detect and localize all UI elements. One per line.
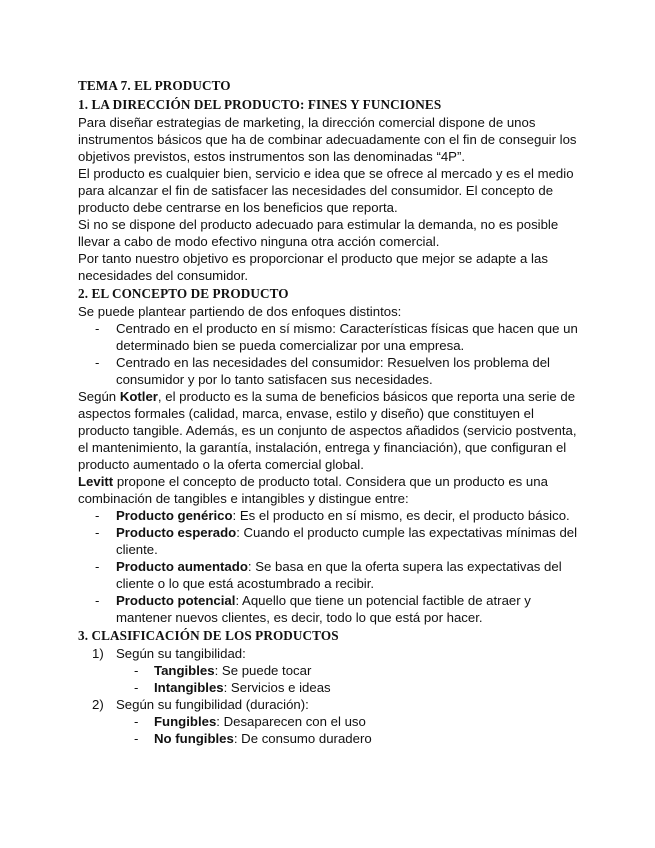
kotler-paragraph bbox=[78, 388, 578, 473]
term-desc: : Aquello que tiene un potencial factible de atraer y mantener nuevos clientes, es decir, todo lo que está por hacer. bbox=[116, 593, 531, 625]
author-name: Kotler bbox=[119, 389, 158, 404]
list-item bbox=[78, 730, 578, 747]
term-desc: : Se basa en que la oferta supera las expectativas del cliente o lo que está acostumbrado a recibir. bbox=[116, 559, 562, 591]
product-levels-list bbox=[78, 507, 578, 626]
list-item bbox=[78, 713, 578, 730]
list-item: - Centrado en el producto en sí mismo: Características físicas que hacen que un determinado bien se pueda comercializar por una empresa. bbox=[78, 320, 578, 354]
approach-list bbox=[78, 320, 578, 388]
sub-list bbox=[78, 662, 578, 696]
classification-list bbox=[78, 645, 578, 662]
list-item bbox=[78, 592, 578, 626]
term: Producto aumentado bbox=[116, 559, 248, 574]
text-span: propone el concepto de producto total. Considera que un producto es una combinación de tangibles e intangibles y distingue entre: bbox=[78, 474, 548, 506]
list-item bbox=[78, 558, 578, 592]
list-item bbox=[78, 679, 578, 696]
paragraph: Si no se dispone del producto adecuado para estimular la demanda, no es posible llevar a cabo de modo efectivo ninguna otra acción comercial. bbox=[78, 217, 559, 249]
list-number: 1) bbox=[92, 646, 104, 661]
term: Producto esperado bbox=[116, 525, 237, 540]
section-1-heading: 1. LA DIRECCIÓN DEL PRODUCTO: FINES Y FUNCIONES bbox=[78, 97, 442, 112]
term-desc: : Es el producto en sí mismo, es decir, el producto básico. bbox=[232, 508, 570, 523]
term: Intangibles bbox=[154, 680, 224, 695]
term-desc: : De consumo duradero bbox=[233, 731, 372, 746]
classification-list bbox=[78, 696, 578, 713]
text-span: , el producto es la suma de beneficios básicos que reporta una serie de aspectos formales (calidad, marca, envase, estilo y diseño) que constituyen el producto tangible. Además, es un conjunto de aspectos añadidos (servicio postventa, el mantenimiento, la garantía, instalación, entrega y financiación), que configuran el producto aumentado o la oferta comercial global. bbox=[78, 389, 577, 472]
section-2-heading: 2. EL CONCEPTO DE PRODUCTO bbox=[78, 286, 289, 301]
term: Fungibles bbox=[154, 714, 217, 729]
paragraph: Por tanto nuestro objetivo es proporcionar el producto que mejor se adapte a las necesidades del consumidor. bbox=[78, 251, 548, 283]
section-3-heading: 3. CLASIFICACIÓN DE LOS PRODUCTOS bbox=[78, 628, 339, 643]
list-item bbox=[78, 524, 578, 558]
list-item bbox=[78, 662, 578, 679]
document-title: TEMA 7. EL PRODUCTO bbox=[78, 78, 231, 93]
term: Producto genérico bbox=[116, 508, 233, 523]
levitt-paragraph bbox=[78, 473, 578, 507]
term-desc: : Desaparecen con el uso bbox=[216, 714, 366, 729]
term: Producto potencial bbox=[116, 593, 236, 608]
group-label: Según su tangibilidad: bbox=[116, 646, 246, 661]
paragraph: El producto es cualquier bien, servicio e idea que se ofrece al mercado y es el medio para alcanzar el fin de satisfacer las necesidades del consumidor. El concepto de producto debe centrarse en los beneficios que reporta. bbox=[78, 166, 574, 215]
paragraph: Para diseñar estrategias de marketing, la dirección comercial dispone de unos instrumentos básicos que ha de combinar adecuadamente con el fin de conseguir los objetivos previstos, estos instrumentos son las denominadas “4P”. bbox=[78, 115, 577, 164]
term-desc: : Servicios e ideas bbox=[223, 680, 331, 695]
text-span: Según bbox=[78, 389, 120, 404]
sub-list bbox=[78, 713, 578, 747]
term: Tangibles bbox=[154, 663, 215, 678]
term-desc: : Cuando el producto cumple las expectativas mínimas del cliente. bbox=[116, 525, 578, 557]
document-page bbox=[78, 76, 578, 747]
list-item bbox=[78, 645, 578, 662]
list-item: - Centrado en las necesidades del consumidor: Resuelven los problema del consumidor y por lo tanto satisfacen sus necesidades. bbox=[78, 354, 578, 388]
term-desc: : Se puede tocar bbox=[214, 663, 312, 678]
group-label: Según su fungibilidad (duración): bbox=[116, 697, 309, 712]
author-name: Levitt bbox=[78, 474, 114, 489]
list-item bbox=[78, 507, 578, 524]
paragraph: Se puede plantear partiendo de dos enfoques distintos: bbox=[78, 304, 402, 319]
term: No fungibles bbox=[154, 731, 234, 746]
list-item bbox=[78, 696, 578, 713]
list-number: 2) bbox=[92, 697, 104, 712]
